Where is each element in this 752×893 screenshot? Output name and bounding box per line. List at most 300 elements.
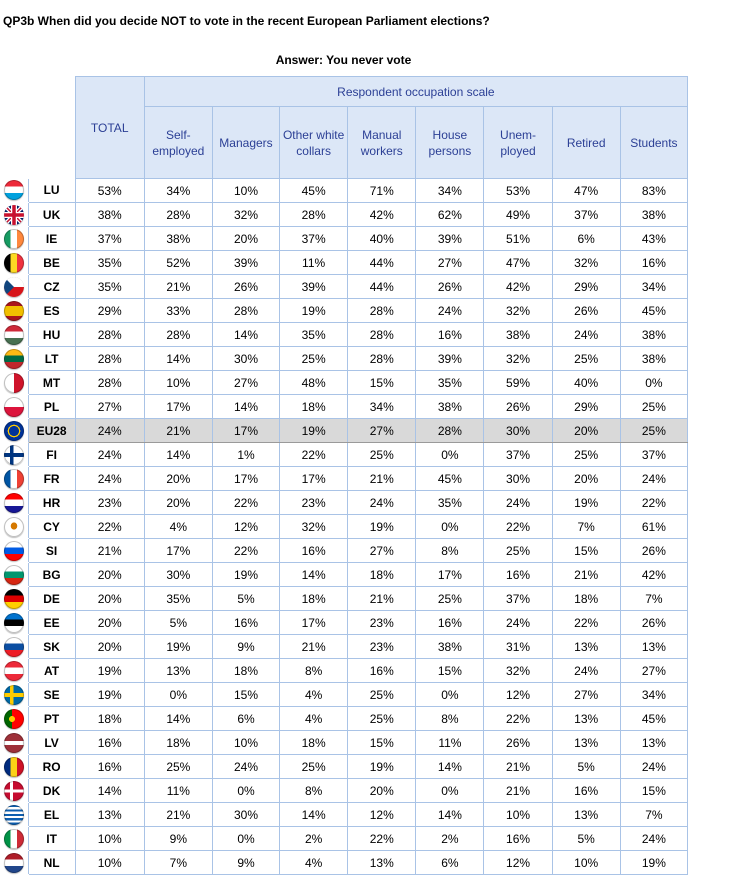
value-cell: 5% (552, 827, 620, 851)
country-code: EU28 (28, 419, 75, 443)
flag-cell (0, 563, 28, 587)
value-cell: 45% (280, 179, 348, 203)
value-cell: 37% (280, 227, 348, 251)
value-cell: 45% (416, 467, 484, 491)
flag-cell (0, 587, 28, 611)
value-cell: 48% (280, 371, 348, 395)
value-cell: 42% (484, 275, 552, 299)
value-cell: 0% (212, 827, 279, 851)
value-cell: 21% (144, 803, 212, 827)
bulgaria-flag-icon (4, 565, 24, 585)
table-row (0, 851, 688, 875)
value-cell: 6% (212, 707, 279, 731)
value-cell: 27% (552, 683, 620, 707)
value-cell: 8% (280, 779, 348, 803)
value-cell: 16% (484, 827, 552, 851)
country-code: PL (28, 395, 75, 419)
value-cell: 24% (348, 491, 416, 515)
value-cell: 21% (144, 275, 212, 299)
value-cell: 24% (484, 491, 552, 515)
total-cell: 35% (75, 251, 144, 275)
total-cell: 19% (75, 683, 144, 707)
value-cell: 5% (144, 611, 212, 635)
value-cell: 15% (416, 659, 484, 683)
hungary-flag-icon (4, 325, 24, 345)
table-row (0, 347, 688, 371)
total-cell: 21% (75, 539, 144, 563)
value-cell: 13% (552, 707, 620, 731)
value-cell: 37% (484, 443, 552, 467)
value-cell: 22% (348, 827, 416, 851)
value-cell: 19% (144, 635, 212, 659)
value-cell: 24% (620, 827, 687, 851)
slovenia-flag-icon (4, 541, 24, 561)
value-cell: 15% (212, 683, 279, 707)
table-row (0, 587, 688, 611)
country-code: CY (28, 515, 75, 539)
flag-cell (0, 611, 28, 635)
value-cell: 10% (144, 371, 212, 395)
total-cell: 27% (75, 395, 144, 419)
value-cell: 32% (484, 659, 552, 683)
value-cell: 10% (484, 803, 552, 827)
value-cell: 35% (416, 371, 484, 395)
flag-cell (0, 779, 28, 803)
country-code: LV (28, 731, 75, 755)
flag-cell (0, 419, 28, 443)
table-row (0, 467, 688, 491)
country-code: SK (28, 635, 75, 659)
total-cell: 24% (75, 443, 144, 467)
netherlands-flag-icon (4, 853, 24, 873)
total-cell: 24% (75, 419, 144, 443)
flag-cell (0, 299, 28, 323)
value-cell: 20% (144, 491, 212, 515)
country-code: RO (28, 755, 75, 779)
total-cell: 20% (75, 587, 144, 611)
italy-flag-icon (4, 829, 24, 849)
value-cell: 11% (144, 779, 212, 803)
value-cell: 42% (620, 563, 687, 587)
czechia-flag-icon (4, 277, 24, 297)
flag-cell (0, 203, 28, 227)
value-cell: 0% (416, 683, 484, 707)
value-cell: 27% (620, 659, 687, 683)
country-code: BG (28, 563, 75, 587)
flag-cell (0, 371, 28, 395)
value-cell: 25% (348, 443, 416, 467)
portugal-flag-icon (4, 709, 24, 729)
value-cell: 37% (552, 203, 620, 227)
value-cell: 27% (348, 419, 416, 443)
value-cell: 12% (212, 515, 279, 539)
flag-cell (0, 323, 28, 347)
slovakia-flag-icon (4, 637, 24, 657)
value-cell: 22% (484, 515, 552, 539)
value-cell: 27% (348, 539, 416, 563)
value-cell: 15% (620, 779, 687, 803)
value-cell: 38% (620, 347, 687, 371)
value-cell: 14% (416, 755, 484, 779)
luxembourg-flag-icon (4, 180, 24, 200)
flag-cell (0, 443, 28, 467)
value-cell: 14% (144, 707, 212, 731)
header-column: Students (620, 107, 687, 179)
value-cell: 24% (552, 323, 620, 347)
value-cell: 24% (212, 755, 279, 779)
flag-cell (0, 275, 28, 299)
total-cell: 20% (75, 611, 144, 635)
value-cell: 13% (620, 635, 687, 659)
value-cell: 30% (484, 419, 552, 443)
austria-flag-icon (4, 661, 24, 681)
value-cell: 8% (280, 659, 348, 683)
value-cell: 17% (212, 467, 279, 491)
value-cell: 26% (484, 731, 552, 755)
value-cell: 30% (144, 563, 212, 587)
value-cell: 39% (212, 251, 279, 275)
country-code: AT (28, 659, 75, 683)
total-cell: 10% (75, 827, 144, 851)
value-cell: 30% (484, 467, 552, 491)
value-cell: 27% (212, 371, 279, 395)
value-cell: 20% (144, 467, 212, 491)
value-cell: 17% (280, 611, 348, 635)
value-cell: 53% (484, 179, 552, 203)
country-code: DK (28, 779, 75, 803)
value-cell: 9% (144, 827, 212, 851)
country-code: DE (28, 587, 75, 611)
value-cell: 47% (552, 179, 620, 203)
table-row (0, 515, 688, 539)
value-cell: 11% (280, 251, 348, 275)
value-cell: 16% (212, 611, 279, 635)
value-cell: 14% (416, 803, 484, 827)
value-cell: 18% (552, 587, 620, 611)
value-cell: 38% (484, 323, 552, 347)
header-column: Manual workers (348, 107, 416, 179)
value-cell: 5% (552, 755, 620, 779)
table-row (0, 731, 688, 755)
results-table (0, 76, 688, 875)
value-cell: 24% (620, 755, 687, 779)
value-cell: 28% (144, 203, 212, 227)
value-cell: 19% (348, 515, 416, 539)
value-cell: 16% (620, 251, 687, 275)
value-cell: 22% (212, 539, 279, 563)
value-cell: 15% (348, 371, 416, 395)
value-cell: 42% (348, 203, 416, 227)
value-cell: 32% (212, 203, 279, 227)
value-cell: 20% (552, 419, 620, 443)
value-cell: 10% (212, 179, 279, 203)
latvia-flag-icon (4, 733, 24, 753)
header-blank (0, 77, 75, 179)
value-cell: 10% (552, 851, 620, 875)
value-cell: 0% (212, 779, 279, 803)
value-cell: 20% (212, 227, 279, 251)
value-cell: 37% (620, 443, 687, 467)
value-cell: 14% (280, 563, 348, 587)
table-row (0, 395, 688, 419)
value-cell: 25% (280, 755, 348, 779)
table-row (0, 755, 688, 779)
value-cell: 25% (552, 443, 620, 467)
value-cell: 4% (280, 683, 348, 707)
country-code: MT (28, 371, 75, 395)
value-cell: 59% (484, 371, 552, 395)
romania-flag-icon (4, 757, 24, 777)
value-cell: 83% (620, 179, 687, 203)
flag-cell (0, 251, 28, 275)
value-cell: 20% (552, 467, 620, 491)
value-cell: 4% (280, 707, 348, 731)
germany-flag-icon (4, 589, 24, 609)
table-row (0, 275, 688, 299)
value-cell: 17% (212, 419, 279, 443)
value-cell: 38% (416, 635, 484, 659)
table-row (0, 227, 688, 251)
value-cell: 35% (280, 323, 348, 347)
poland-flag-icon (4, 397, 24, 417)
value-cell: 2% (280, 827, 348, 851)
value-cell: 23% (348, 611, 416, 635)
eu-flag-icon (4, 421, 24, 441)
spain-flag-icon (4, 301, 24, 321)
value-cell: 26% (620, 539, 687, 563)
value-cell: 21% (484, 779, 552, 803)
value-cell: 61% (620, 515, 687, 539)
table-row (0, 683, 688, 707)
malta-flag-icon (4, 373, 24, 393)
value-cell: 45% (620, 299, 687, 323)
value-cell: 14% (144, 347, 212, 371)
value-cell: 9% (212, 635, 279, 659)
value-cell: 31% (484, 635, 552, 659)
value-cell: 25% (348, 707, 416, 731)
country-code: SI (28, 539, 75, 563)
lithuania-flag-icon (4, 349, 24, 369)
value-cell: 24% (552, 659, 620, 683)
value-cell: 27% (416, 251, 484, 275)
value-cell: 26% (620, 611, 687, 635)
value-cell: 25% (144, 755, 212, 779)
flag-cell (0, 851, 28, 875)
total-cell: 24% (75, 467, 144, 491)
value-cell: 34% (348, 395, 416, 419)
value-cell: 0% (416, 779, 484, 803)
value-cell: 21% (348, 467, 416, 491)
value-cell: 2% (416, 827, 484, 851)
total-cell: 38% (75, 203, 144, 227)
table-row (0, 323, 688, 347)
total-cell: 22% (75, 515, 144, 539)
header-column: Other white collars (280, 107, 348, 179)
value-cell: 19% (348, 755, 416, 779)
value-cell: 15% (348, 731, 416, 755)
value-cell: 25% (280, 347, 348, 371)
value-cell: 26% (484, 395, 552, 419)
value-cell: 25% (620, 419, 687, 443)
value-cell: 4% (280, 851, 348, 875)
value-cell: 12% (484, 851, 552, 875)
value-cell: 8% (416, 539, 484, 563)
total-cell: 28% (75, 371, 144, 395)
value-cell: 25% (620, 395, 687, 419)
value-cell: 23% (280, 491, 348, 515)
value-cell: 22% (620, 491, 687, 515)
table-row (0, 419, 688, 443)
country-code: SE (28, 683, 75, 707)
value-cell: 13% (348, 851, 416, 875)
value-cell: 28% (348, 299, 416, 323)
value-cell: 30% (212, 803, 279, 827)
value-cell: 5% (212, 587, 279, 611)
flag-cell (0, 491, 28, 515)
value-cell: 43% (620, 227, 687, 251)
value-cell: 4% (144, 515, 212, 539)
value-cell: 16% (280, 539, 348, 563)
total-cell: 28% (75, 323, 144, 347)
united-kingdom-flag-icon (4, 205, 24, 225)
value-cell: 7% (144, 851, 212, 875)
value-cell: 18% (280, 587, 348, 611)
value-cell: 10% (212, 731, 279, 755)
flag-cell (0, 227, 28, 251)
country-code: HU (28, 323, 75, 347)
value-cell: 39% (416, 227, 484, 251)
value-cell: 16% (416, 611, 484, 635)
value-cell: 28% (416, 419, 484, 443)
value-cell: 7% (552, 515, 620, 539)
country-code: FI (28, 443, 75, 467)
country-code: CZ (28, 275, 75, 299)
value-cell: 13% (552, 803, 620, 827)
flag-cell (0, 659, 28, 683)
total-cell: 13% (75, 803, 144, 827)
value-cell: 44% (348, 251, 416, 275)
value-cell: 23% (348, 635, 416, 659)
flag-cell (0, 803, 28, 827)
value-cell: 39% (280, 275, 348, 299)
value-cell: 19% (280, 299, 348, 323)
belgium-flag-icon (4, 253, 24, 273)
value-cell: 0% (416, 515, 484, 539)
total-cell: 16% (75, 731, 144, 755)
value-cell: 38% (416, 395, 484, 419)
value-cell: 34% (144, 179, 212, 203)
value-cell: 15% (552, 539, 620, 563)
table-row (0, 659, 688, 683)
value-cell: 14% (212, 323, 279, 347)
value-cell: 21% (144, 419, 212, 443)
header-column: Retired (552, 107, 620, 179)
table-row (0, 251, 688, 275)
value-cell: 34% (620, 275, 687, 299)
total-cell: 28% (75, 347, 144, 371)
country-code: EE (28, 611, 75, 635)
value-cell: 12% (484, 683, 552, 707)
table-row (0, 371, 688, 395)
value-cell: 0% (620, 371, 687, 395)
value-cell: 29% (552, 395, 620, 419)
header-column: Managers (212, 107, 279, 179)
value-cell: 13% (620, 731, 687, 755)
value-cell: 18% (212, 659, 279, 683)
value-cell: 9% (212, 851, 279, 875)
value-cell: 28% (144, 323, 212, 347)
value-cell: 19% (212, 563, 279, 587)
value-cell: 25% (348, 683, 416, 707)
value-cell: 0% (144, 683, 212, 707)
value-cell: 38% (144, 227, 212, 251)
value-cell: 22% (484, 707, 552, 731)
value-cell: 0% (416, 443, 484, 467)
country-code: UK (28, 203, 75, 227)
answer-subtitle: Answer: You never vote (275, 53, 412, 67)
value-cell: 12% (348, 803, 416, 827)
value-cell: 51% (484, 227, 552, 251)
total-cell: 10% (75, 851, 144, 875)
value-cell: 14% (144, 443, 212, 467)
value-cell: 19% (280, 419, 348, 443)
table-row (0, 803, 688, 827)
value-cell: 18% (348, 563, 416, 587)
value-cell: 16% (552, 779, 620, 803)
finland-flag-icon (4, 445, 24, 465)
header-column: Unem-ployed (484, 107, 552, 179)
value-cell: 62% (416, 203, 484, 227)
value-cell: 18% (280, 395, 348, 419)
value-cell: 29% (552, 275, 620, 299)
country-code: HR (28, 491, 75, 515)
value-cell: 24% (416, 299, 484, 323)
value-cell: 13% (144, 659, 212, 683)
value-cell: 39% (416, 347, 484, 371)
country-code: BE (28, 251, 75, 275)
value-cell: 6% (416, 851, 484, 875)
value-cell: 49% (484, 203, 552, 227)
value-cell: 14% (212, 395, 279, 419)
value-cell: 32% (484, 347, 552, 371)
croatia-flag-icon (4, 493, 24, 513)
flag-cell (0, 347, 28, 371)
total-cell: 37% (75, 227, 144, 251)
value-cell: 40% (348, 227, 416, 251)
value-cell: 7% (620, 803, 687, 827)
value-cell: 21% (552, 563, 620, 587)
country-code: FR (28, 467, 75, 491)
value-cell: 35% (144, 587, 212, 611)
total-cell: 35% (75, 275, 144, 299)
table-row (0, 707, 688, 731)
value-cell: 40% (552, 371, 620, 395)
table-row (0, 299, 688, 323)
total-cell: 16% (75, 755, 144, 779)
value-cell: 32% (280, 515, 348, 539)
table-row (0, 827, 688, 851)
value-cell: 35% (416, 491, 484, 515)
denmark-flag-icon (4, 781, 24, 801)
flag-cell (0, 635, 28, 659)
value-cell: 33% (144, 299, 212, 323)
country-code: PT (28, 707, 75, 731)
sweden-flag-icon (4, 685, 24, 705)
table-row (0, 443, 688, 467)
value-cell: 26% (212, 275, 279, 299)
country-code: EL (28, 803, 75, 827)
value-cell: 22% (280, 443, 348, 467)
